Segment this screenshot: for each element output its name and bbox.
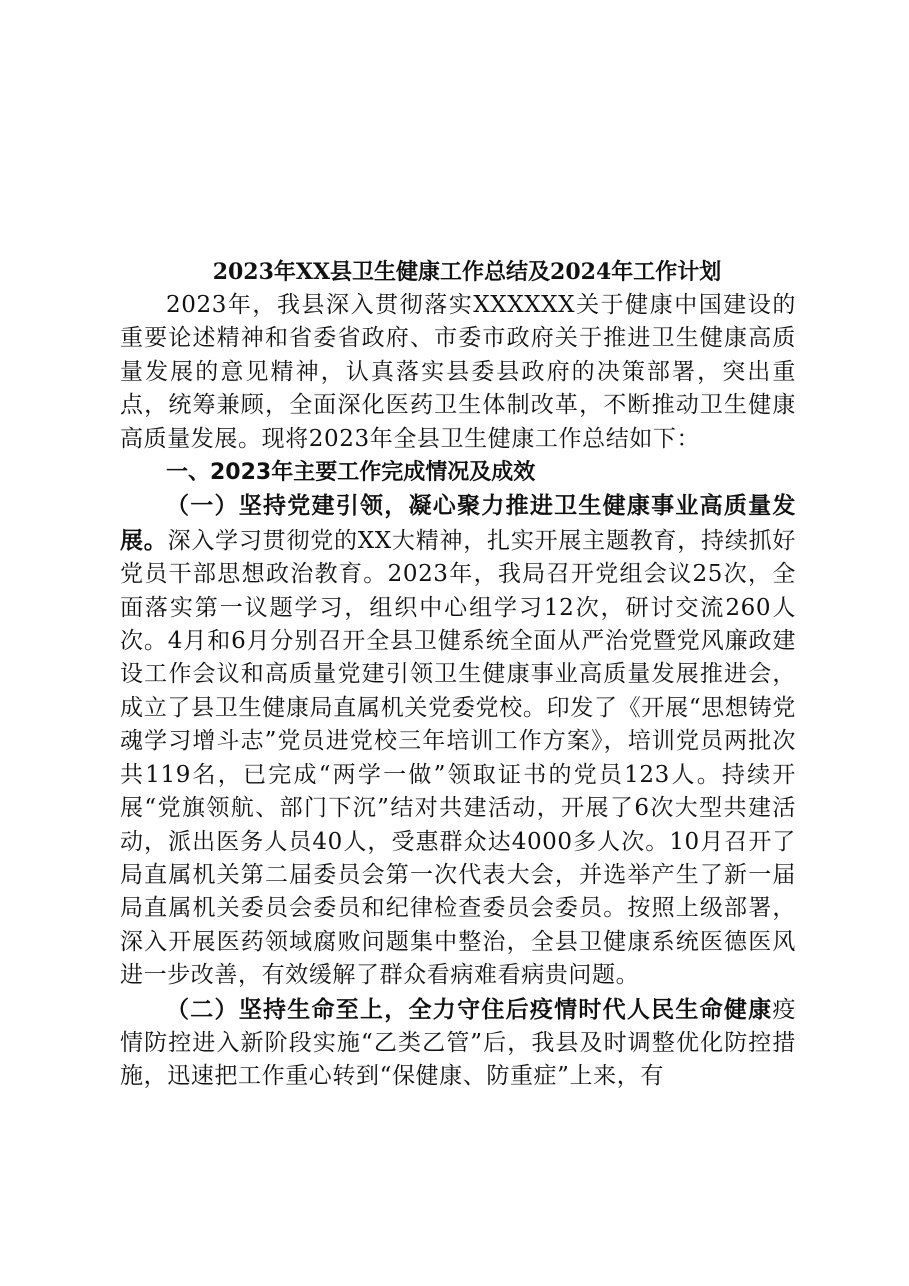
document-body (120, 256, 796, 1094)
item-lead-1: （一）坚持党建引领，凝心聚力推进卫生健康事业高质量发展。 (120, 492, 796, 554)
item-paragraph-2 (120, 993, 796, 1094)
document-title: 2023年XX县卫生健康工作总结及2024年工作计划 (212, 259, 722, 285)
intro-paragraph: 2023年，我县深入贯彻落实XXXXXX关于健康中国建设的重要论述精神和省委省政府、市委市政府关于推进卫生健康高质量发展的意见精神，认真落实县委县政府的决策部署，突出重点，统筹兼顾，全面深化医药卫生体制改革，不断推动卫生健康高质量发展。现将2023年全县卫生健康工作总结如下： (120, 292, 796, 452)
item-body-2: 疫情防控进入新阶段实施“乙类乙管”后，我县及时调整优化防控措施，迅速把工作重心转到“保健康、防重症”上来，有 (120, 996, 796, 1090)
item-paragraph-1 (120, 489, 796, 992)
section-heading: 一、2023年主要工作完成情况及成效 (166, 460, 536, 486)
item-lead-2: （二）坚持生命至上，全力守住后疫情时代人民生命健康 (166, 995, 773, 1023)
item-body-1: 深入学习贯彻党的XX大精神，扎实开展主题教育，持续抓好党员干部思想政治教育。2023年，我局召开党组会议25次，全面落实第一议题学习，组织中心组学习12次，研讨交流260人次。4月和6月分别召开全县卫健系统全面从严治党暨党风廉政建设工作会议和高质量党建引领卫生健康事业高质量发展推进会，成立了县卫生健康局直属机关党委党校。印发了《开展“思想铸党魂学习增斗志”党员进党校三年培训工作方案》，培训党员两批次共119名，已完成“两学一做”领取证书的党员123人。持续开展“党旗领航、部门下沉”结对共建活动，开展了6次大型共建活动，派出医务人员40人，受惠群众达4000多人次。10月召开了局直属机关第二届委员会第一次代表大会，并选举产生了新一届局直属机关委员会委员和纪律检查委员会委员。按照上级部署，深入开展医药领域腐败问题集中整治，全县卫健康系统医德医风进一步改善，有效缓解了群众看病难看病贵问题。 (120, 527, 796, 989)
